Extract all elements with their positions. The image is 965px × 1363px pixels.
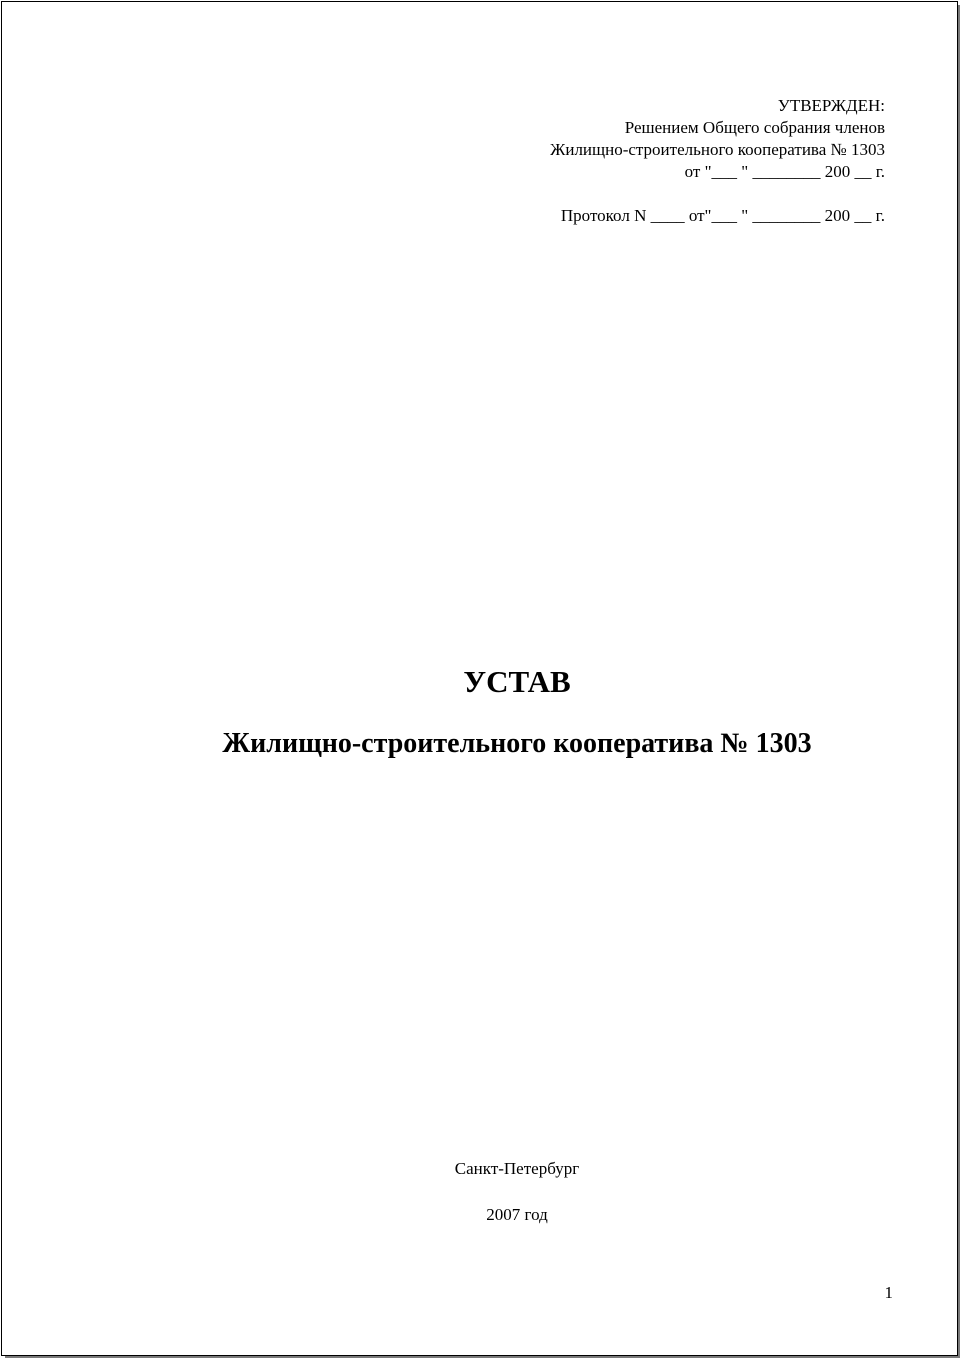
approval-cooperative-line: Жилищно-строительного кооператива № 1303 [550, 140, 885, 159]
year-label: 2007 год [486, 1205, 548, 1224]
protocol-line: Протокол N ____ от"___ " ________ 200 __ г. [560, 206, 885, 225]
approval-decision-line: Решением Общего собрания членов [624, 118, 885, 137]
approval-block [550, 95, 885, 227]
city-label: Санкт-Петербург [454, 1159, 580, 1178]
page-number: 1 [884, 1283, 893, 1302]
approval-spacer [550, 183, 885, 205]
approval-heading: УТВЕРЖДЕН: [777, 96, 885, 115]
document-page [1, 1, 958, 1356]
approval-date-line: от "___ " ________ 200 __ г. [684, 162, 885, 181]
document-title: УСТАВ [463, 664, 571, 699]
document-subtitle: Жилищно-строительного кооператива № 1303 [222, 728, 812, 759]
